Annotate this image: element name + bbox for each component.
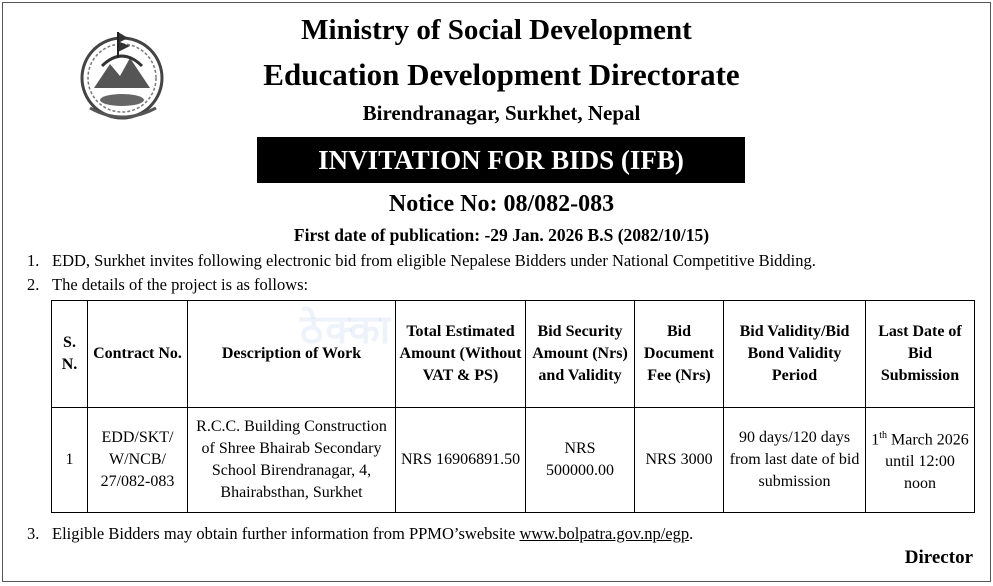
ministry-title: Ministry of Social Development	[301, 14, 692, 46]
cell-sn: 1	[52, 408, 88, 513]
ppmo-website-link[interactable]: www.bolpatra.gov.np/egp	[519, 524, 690, 543]
cell-last-date	[866, 408, 975, 513]
paragraph-2	[27, 275, 308, 295]
publication-date: First date of publication: -29 Jan. 2026 B.S (2082/10/15)	[293, 225, 710, 245]
header-sn: S. N.	[52, 301, 88, 408]
cell-doc-fee: NRS 3000	[635, 408, 724, 513]
ifb-banner: INVITATION FOR BIDS (IFB)	[257, 137, 745, 183]
cell-bid-security: NRS 500000.00	[526, 408, 635, 513]
paragraph-1	[27, 251, 816, 271]
header-last-date: Last Date of Bid Submission	[866, 301, 975, 408]
directorate-title: Education Development Directorate	[263, 57, 740, 92]
last-date-day: 1	[871, 431, 880, 449]
header-doc-fee: Bid Document Fee (Nrs)	[635, 301, 724, 408]
header-contract-no: Contract No.	[88, 301, 188, 408]
paragraph-tail: .	[689, 524, 694, 543]
cell-validity: 90 days/120 days from last date of bid submission	[724, 408, 866, 513]
cell-description: R.C.C. Building Construction of Shree Bhairab Secondary School Birendranagar, 4, Bhairabsthan, Surkhet	[188, 408, 396, 513]
paragraph-3	[27, 524, 693, 544]
header-validity: Bid Validity/Bid Bond Validity Period	[724, 301, 866, 408]
last-date-ordinal: th	[879, 429, 887, 441]
watermark: ठेक्का	[300, 307, 393, 353]
bid-details-table	[51, 300, 975, 513]
paragraph-text: Eligible Bidders may obtain further information from PPMO’swebsite	[52, 524, 520, 543]
signer-title: Director	[904, 547, 973, 568]
notice-number: Notice No: 08/082-083	[388, 191, 615, 217]
paragraph-number: 3.	[27, 524, 40, 543]
paragraph-text: EDD, Surkhet invites following electronic bid from eligible Nepalese Bidders under National Competitive Bidding.	[52, 251, 816, 270]
header-description: Description of Work	[188, 301, 396, 408]
header-bid-security: Bid Security Amount (Nrs) and Validity	[526, 301, 635, 408]
table-row	[52, 408, 975, 513]
paragraph-number: 2.	[27, 275, 40, 294]
last-date-rest: March 2026 until 12:00 noon	[885, 431, 969, 493]
paragraph-number: 1.	[27, 251, 40, 270]
directorate-address: Birendranagar, Surkhet, Nepal	[362, 101, 641, 125]
header-estimated-amount: Total Estimated Amount (Without VAT & PS)	[396, 301, 526, 408]
cell-contract-no: EDD/SKT/ W/NCB/ 27/082-083	[88, 408, 188, 513]
cell-estimated-amount: NRS 16906891.50	[396, 408, 526, 513]
paragraph-text: The details of the project is as follows:	[52, 275, 309, 294]
table-header-row	[52, 301, 975, 408]
